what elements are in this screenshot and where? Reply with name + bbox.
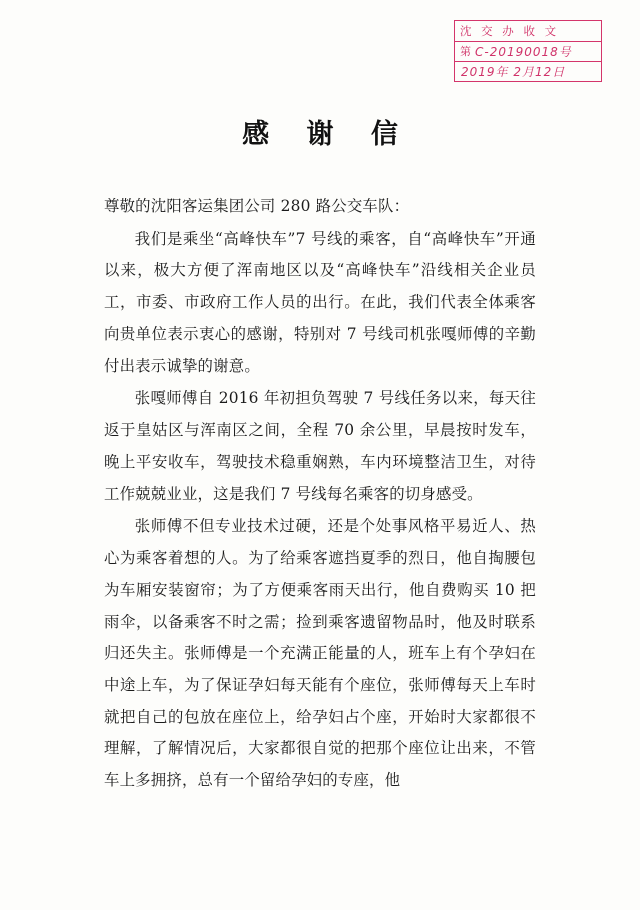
paragraph-2: 张嘎师傅自 2016 年初担负驾驶 7 号线任务以来，每天往返于皇姑区与浑南区之间，全程 70 余公里，早晨按时发车，晚上平安收车，驾驶技术稳重娴熟，车内环境整洁卫生，对待工作兢兢业业，这是我们 7 号线每名乘客的切身感受。 xyxy=(104,389,536,503)
salutation: 尊敬的沈阳客运集团公司 280 路公交车队： xyxy=(104,197,410,215)
page-title: 感 谢 信 xyxy=(242,119,412,150)
stamp-date-handwriting: 2019年 2月12日 xyxy=(461,65,566,80)
stamp-number-handwriting: C-20190018号 xyxy=(475,44,572,59)
paragraph-1: 我们是乘坐“高峰快车”7 号线的乘客，自“高峰快车”开通以来，极大方便了浑南地区以及“高峰快车”沿线相关企业员工，市委、市政府工作人员的出行。在此，我们代表全体乘客向贵单位表示衷心的感谢，特别对 7 号线司机张嘎师傅的辛勤付出表示诚挚的谢意。 xyxy=(104,229,536,375)
stamp-number-label: 第 xyxy=(460,44,473,58)
stamp-date-row xyxy=(455,62,601,83)
stamp-title: 沈 交 办 收 文 xyxy=(455,21,601,42)
stamp-number-row xyxy=(455,42,601,63)
received-stamp xyxy=(454,20,602,82)
letter-body xyxy=(104,191,536,797)
paragraph-3: 张师傅不但专业技术过硬，还是个处事风格平易近人、热心为乘客着想的人。为了给乘客遮挡夏季的烈日，他自掏腰包为车厢安装窗帘；为了方便乘客雨天出行，他自费购买 10 把雨伞，以备乘客不时之需；捡到乘客遗留物品时，他及时联系归还失主。张师傅是一个充满正能量的人，班车上有个孕妇在中途上车，为了保证孕妇每天能有个座位，张师傅每天上车时就把自己的包放在座位上，给孕妇占个座，开始时大家都很不理解，了解情况后，大家都很自觉的把那个座位让出来，不管车上多拥挤，总有一个留给孕妇的专座，他 xyxy=(104,517,536,790)
